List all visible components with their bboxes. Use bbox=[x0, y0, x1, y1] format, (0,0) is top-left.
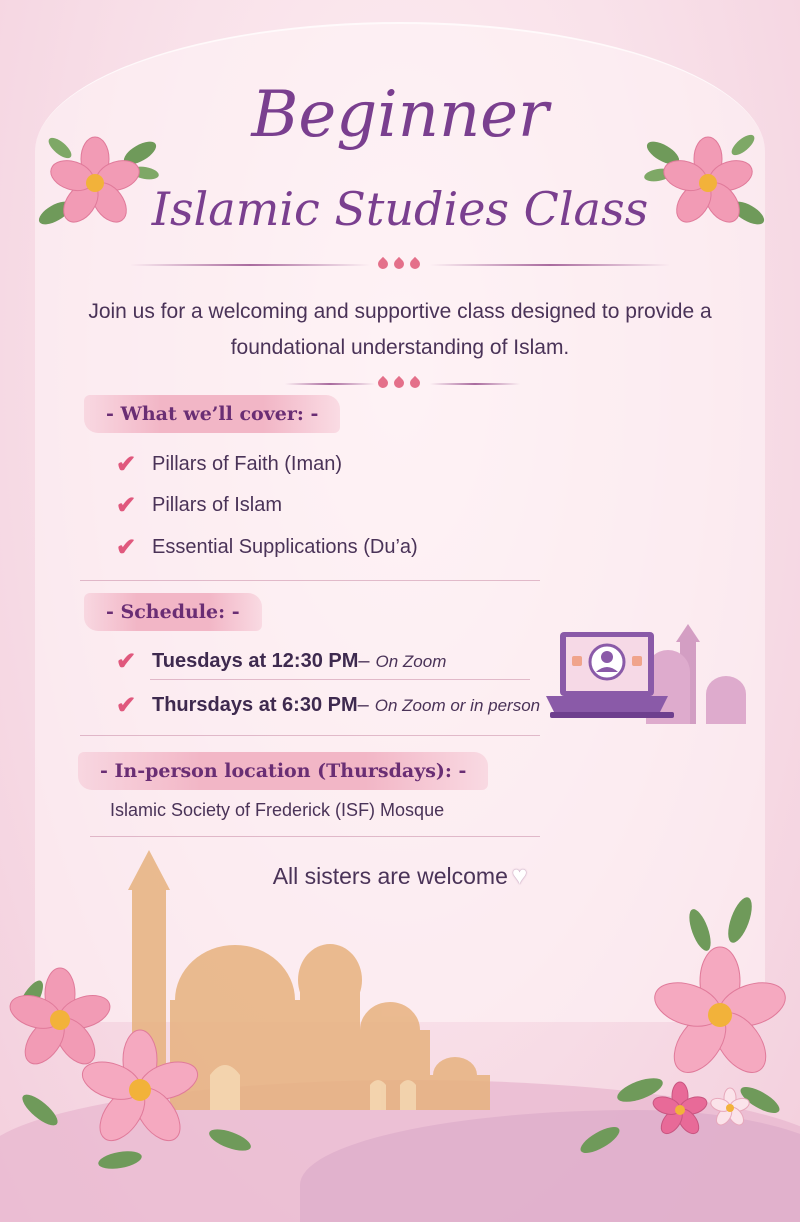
separator bbox=[80, 580, 540, 581]
list-item bbox=[116, 491, 282, 520]
separator bbox=[90, 836, 540, 837]
flower-icon bbox=[560, 880, 800, 1180]
check-icon: ✔ bbox=[116, 648, 137, 675]
separator bbox=[150, 679, 530, 680]
cover-heading: - What we’ll cover: - bbox=[84, 395, 340, 433]
location-value: Islamic Society of Frederick (ISF) Mosque bbox=[110, 800, 445, 820]
dots-ornament bbox=[378, 378, 420, 388]
list-item-label: Pillars of Faith (Iman) bbox=[152, 453, 343, 475]
divider bbox=[130, 264, 370, 266]
schedule-heading: - Schedule: - bbox=[84, 593, 262, 631]
check-icon: ✔ bbox=[116, 692, 137, 719]
laptop-icon bbox=[540, 612, 750, 730]
welcome-text: All sisters are welcome bbox=[272, 863, 508, 889]
schedule-dash: – bbox=[358, 650, 370, 672]
schedule-mode: On Zoom or in person bbox=[374, 695, 541, 715]
schedule-mode: On Zoom bbox=[375, 651, 447, 671]
intro-text: Join us for a welcoming and supportive class designed to provide a foundational understanding of Islam. bbox=[88, 300, 712, 359]
schedule-item bbox=[116, 647, 446, 676]
flower-icon bbox=[0, 960, 300, 1180]
location-heading: - In-person location (Thursdays): - bbox=[78, 752, 488, 790]
schedule-time: Tuesdays at 12:30 PM bbox=[152, 650, 359, 672]
divider bbox=[430, 383, 520, 385]
check-icon: ✔ bbox=[116, 534, 137, 561]
list-item bbox=[116, 450, 342, 479]
schedule-dash: – bbox=[357, 694, 369, 716]
check-icon: ✔ bbox=[116, 451, 137, 478]
schedule-time: Thursdays at 6:30 PM bbox=[152, 694, 358, 716]
check-icon: ✔ bbox=[116, 492, 137, 519]
list-item-label: Pillars of Islam bbox=[152, 494, 283, 516]
schedule-item bbox=[116, 691, 540, 720]
heart-icon: ♥ bbox=[511, 860, 528, 890]
divider bbox=[430, 264, 670, 266]
list-item-label: Essential Supplications (Du’a) bbox=[152, 536, 418, 558]
divider bbox=[285, 383, 375, 385]
title-line-1: Beginner bbox=[251, 78, 549, 152]
separator bbox=[80, 735, 540, 736]
dots-ornament bbox=[378, 259, 420, 269]
title-line-2: Islamic Studies Class bbox=[151, 182, 649, 236]
list-item bbox=[116, 533, 418, 562]
